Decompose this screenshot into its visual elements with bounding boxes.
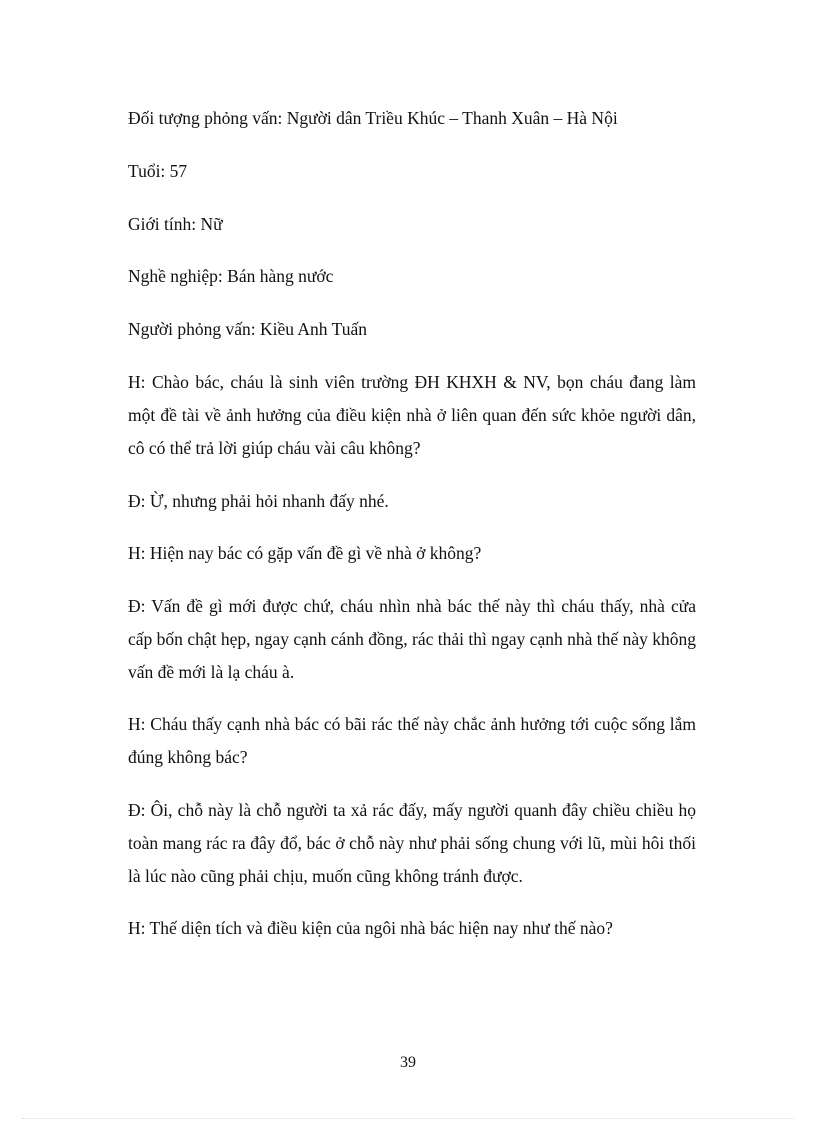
answer-paragraph: Đ: Ôi, chỗ này là chỗ người ta xả rác đấy, mấy người quanh đây chiều chiều họ toàn mang rác ra đây đổ, bác ở chỗ này như phải sống chung với lũ, mùi hôi thối là lúc nào cũng phải chịu, muốn cũng không tránh được.	[128, 800, 696, 886]
answer-paragraph: Đ: Ừ, nhưng phải hỏi nhanh đấy nhé.	[128, 491, 389, 511]
interviewee-field: Đối tượng phỏng vấn: Người dân Triều Khúc – Thanh Xuân – Hà Nội	[128, 108, 618, 128]
question-paragraph: H: Thế diện tích và điều kiện của ngôi nhà bác hiện nay như thế nào?	[128, 918, 613, 938]
interviewer-field: Người phỏng vấn: Kiều Anh Tuấn	[128, 319, 367, 339]
question-paragraph: H: Hiện nay bác có gặp vấn đề gì về nhà ở không?	[128, 543, 482, 563]
page-bottom-rule	[22, 1118, 794, 1119]
gender-field: Giới tính: Nữ	[128, 214, 223, 234]
page-number: 39	[400, 1054, 416, 1071]
answer-paragraph: Đ: Vấn đề gì mới được chứ, cháu nhìn nhà bác thế này thì cháu thấy, nhà cửa cấp bốn chật hẹp, ngay cạnh cánh đồng, rác thải thì ngay cạnh nhà thế này không vấn đề mới là lạ cháu à.	[128, 596, 696, 682]
occupation-field: Nghề nghiệp: Bán hàng nước	[128, 266, 334, 286]
age-field: Tuổi: 57	[128, 161, 188, 181]
question-paragraph: H: Chào bác, cháu là sinh viên trường ĐH KHXH & NV, bọn cháu đang làm một đề tài về ảnh hưởng của điều kiện nhà ở liên quan đến sức khỏe người dân, cô có thể trả lời giúp cháu vài câu không?	[128, 372, 696, 458]
question-paragraph: H: Cháu thấy cạnh nhà bác có bãi rác thế này chắc ảnh hưởng tới cuộc sống lắm đúng không bác?	[128, 714, 696, 767]
